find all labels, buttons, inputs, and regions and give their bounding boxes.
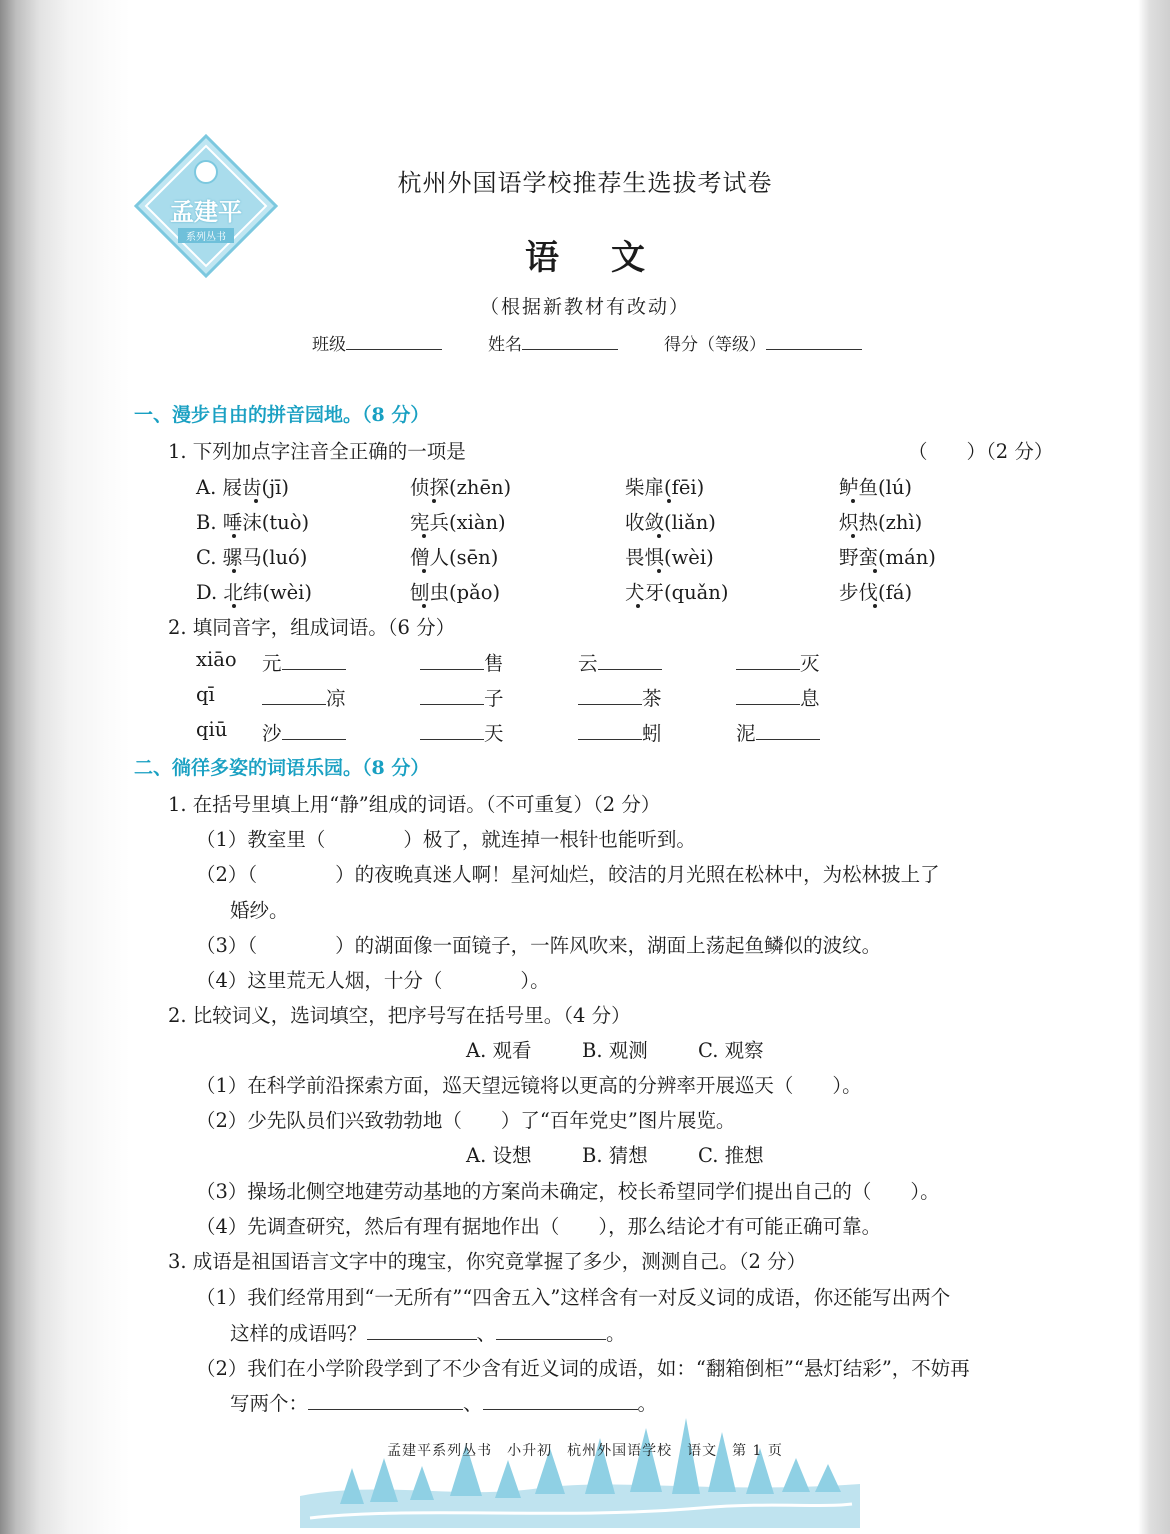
blank-item[interactable]	[578, 718, 662, 746]
s2-q3-text: 3. 成语是祖国语言文字中的瑰宝，你究竟掌握了多少，测测自己。（2 分）	[168, 1250, 807, 1273]
s2-q3-line1-cont[interactable]	[230, 1318, 626, 1346]
blank-item[interactable]	[736, 648, 820, 676]
emphasis-dot	[657, 534, 661, 538]
s2-q1-text: 1. 在括号里填上用“静”组成的词语。（不可重复）（2 分）	[168, 793, 661, 816]
s2-q2-line3[interactable]: （3）操场北侧空地建劳动基地的方案尚未确定，校长希望同学们提出自己的（ ）。	[196, 1180, 940, 1203]
blank-item[interactable]	[736, 683, 820, 711]
s1-q1-b4: 炽热(zhì)	[839, 511, 923, 534]
name-label: 姓名	[488, 335, 522, 355]
emphasis-dot	[422, 534, 426, 538]
pinyin-label: xiāo	[196, 648, 237, 671]
score-field[interactable]	[664, 330, 862, 355]
emphasis-dot	[432, 499, 436, 503]
option-a: A. 设想	[466, 1144, 532, 1167]
emphasis-dot	[232, 604, 236, 608]
section-2-title: 二、徜徉多姿的词语乐园。（8 分）	[134, 757, 430, 779]
s1-q1-d4: 步伐(fá)	[839, 581, 913, 604]
emphasis-dot	[873, 604, 877, 608]
revision-note: （根据新教材有改动）	[479, 296, 690, 318]
prompt: 写两个：	[230, 1392, 309, 1415]
s1-q1-a1: A. 屐齿(jī)	[196, 476, 289, 499]
s2-q1-line1[interactable]: （1）教室里（ ）极了，就连掉一根针也能听到。	[196, 828, 696, 851]
blank-item[interactable]	[736, 718, 820, 746]
s2-q2-line4[interactable]: （4）先调查研究，然后有理有据地作出（ ），那么结论才有可能正确可靠。	[196, 1215, 882, 1238]
emphasis-dot	[232, 534, 236, 538]
blank-item[interactable]	[420, 683, 504, 711]
s1-q1-text: 1. 下列加点字注音全正确的一项是	[168, 440, 466, 463]
page-footer: 孟建平系列丛书 小升初 杭州外国语学校 语文 第 1 页	[387, 1443, 783, 1459]
blank-item[interactable]	[262, 683, 346, 711]
char: 售	[484, 652, 504, 675]
emphasis-dot	[667, 499, 671, 503]
s2-q1-line2[interactable]: （2）（ ）的夜晚真迷人啊！星河灿烂，皎洁的月光照在松林中，为松林披上了	[196, 863, 940, 886]
class-field[interactable]	[312, 330, 442, 355]
emphasis-dot	[851, 499, 855, 503]
exam-title: 杭州外国语学校推荐生选拔考试卷	[397, 169, 773, 197]
blank-item[interactable]	[262, 648, 346, 676]
score-label: 得分（等级）	[664, 335, 766, 355]
blank-item[interactable]	[578, 648, 662, 676]
char: 子	[484, 687, 504, 710]
s2-q1-line2-cont: 婚纱。	[230, 899, 289, 922]
pinyin-label: qī	[196, 683, 215, 706]
logo-name: 孟建平	[170, 197, 242, 226]
emphasis-dot	[422, 604, 426, 608]
char: 云	[578, 652, 598, 675]
s1-q1-a3: 柴扉(fēi)	[625, 476, 705, 499]
s1-q1-d3: 犬牙(quǎn)	[625, 581, 729, 604]
s1-q1-b2: 宪兵(xiàn)	[410, 511, 506, 534]
char: 蚓	[642, 722, 662, 745]
s1-q1-c4: 野蛮(mán)	[839, 546, 936, 569]
emphasis-dot	[657, 569, 661, 573]
s2-q3-line1: （1）我们经常用到“一无所有”“四舍五入”这样含有一对反义词的成语，你还能写出两个	[196, 1286, 951, 1309]
emphasis-dot	[636, 604, 640, 608]
period: 。	[637, 1392, 658, 1415]
option-a: A. 观看	[466, 1039, 532, 1062]
s1-q1-b1: B. 唾沫(tuò)	[196, 511, 310, 534]
option-b: B. 猜想	[582, 1144, 648, 1167]
emphasis-dot	[873, 569, 877, 573]
char: 息	[800, 687, 820, 710]
char: 凉	[326, 687, 346, 710]
emphasis-dot	[422, 569, 426, 573]
s2-q2-line2[interactable]: （2）少先队员们兴致勃勃地（ ）了“百年党史”图片展览。	[196, 1109, 736, 1132]
separator: 、	[476, 1322, 497, 1345]
s1-q1-d1: D. 北纬(wèi)	[196, 581, 313, 604]
blank-item[interactable]	[262, 718, 346, 746]
s2-q1-line3[interactable]: （3）（ ）的湖面像一面镜子，一阵风吹来，湖面上荡起鱼鳞似的波纹。	[196, 934, 882, 957]
char: 灭	[800, 652, 820, 675]
s1-q1-d2: 刨虫(pǎo)	[410, 581, 501, 604]
blank-item[interactable]	[420, 648, 504, 676]
s2-q2-line1[interactable]: （1）在科学前沿探索方面，巡天望远镜将以更高的分辨率开展巡天（ ）。	[196, 1074, 862, 1097]
emphasis-dot	[232, 569, 236, 573]
s1-q1-c2: 僧人(sēn)	[410, 546, 499, 569]
char: 元	[262, 652, 282, 675]
s1-q1-b3: 收敛(liǎn)	[625, 511, 716, 534]
section-1-title: 一、漫步自由的拼音园地。（8 分）	[134, 404, 430, 426]
prompt: 这样的成语吗？	[230, 1322, 367, 1345]
s2-q3-line2: （2）我们在小学阶段学到了不少含有近义词的成语，如：“翻箱倒柜”“悬灯结彩”，不妨再	[196, 1357, 970, 1380]
blank-item[interactable]	[420, 718, 504, 746]
name-field[interactable]	[488, 330, 618, 355]
s1-q1-a4: 鲈鱼(lú)	[839, 476, 913, 499]
s1-q1-c3: 畏惧(wèi)	[625, 546, 714, 569]
subject-title: 语文	[525, 238, 697, 278]
emphasis-dot	[851, 534, 855, 538]
char: 茶	[642, 687, 662, 710]
s1-q1-answer[interactable]: （ ）（2 分）	[908, 440, 1054, 463]
char: 沙	[262, 722, 282, 745]
separator: 、	[463, 1392, 483, 1415]
period: 。	[606, 1322, 626, 1345]
s2-q2-text: 2. 比较词义，选词填空，把序号写在括号里。（4 分）	[168, 1004, 631, 1027]
s2-q1-line4[interactable]: （4）这里荒无人烟，十分（ ）。	[196, 969, 550, 992]
forest-decoration	[300, 1408, 860, 1528]
option-c: C. 观察	[698, 1039, 764, 1062]
char: 泥	[736, 722, 756, 745]
option-c: C. 推想	[698, 1144, 764, 1167]
emphasis-dot	[254, 499, 258, 503]
s1-q2-text: 2. 填同音字，组成词语。（6 分）	[168, 616, 456, 639]
blank-item[interactable]	[578, 683, 662, 711]
s1-q1-c1: C. 骡马(luó)	[196, 546, 308, 569]
char: 天	[484, 722, 504, 745]
pinyin-label: qiū	[196, 718, 228, 741]
logo-subtitle: 系列丛书	[178, 228, 234, 243]
class-label: 班级	[312, 335, 346, 355]
option-b: B. 观测	[582, 1039, 648, 1062]
s1-q1-a2: 侦探(zhēn)	[410, 476, 512, 499]
